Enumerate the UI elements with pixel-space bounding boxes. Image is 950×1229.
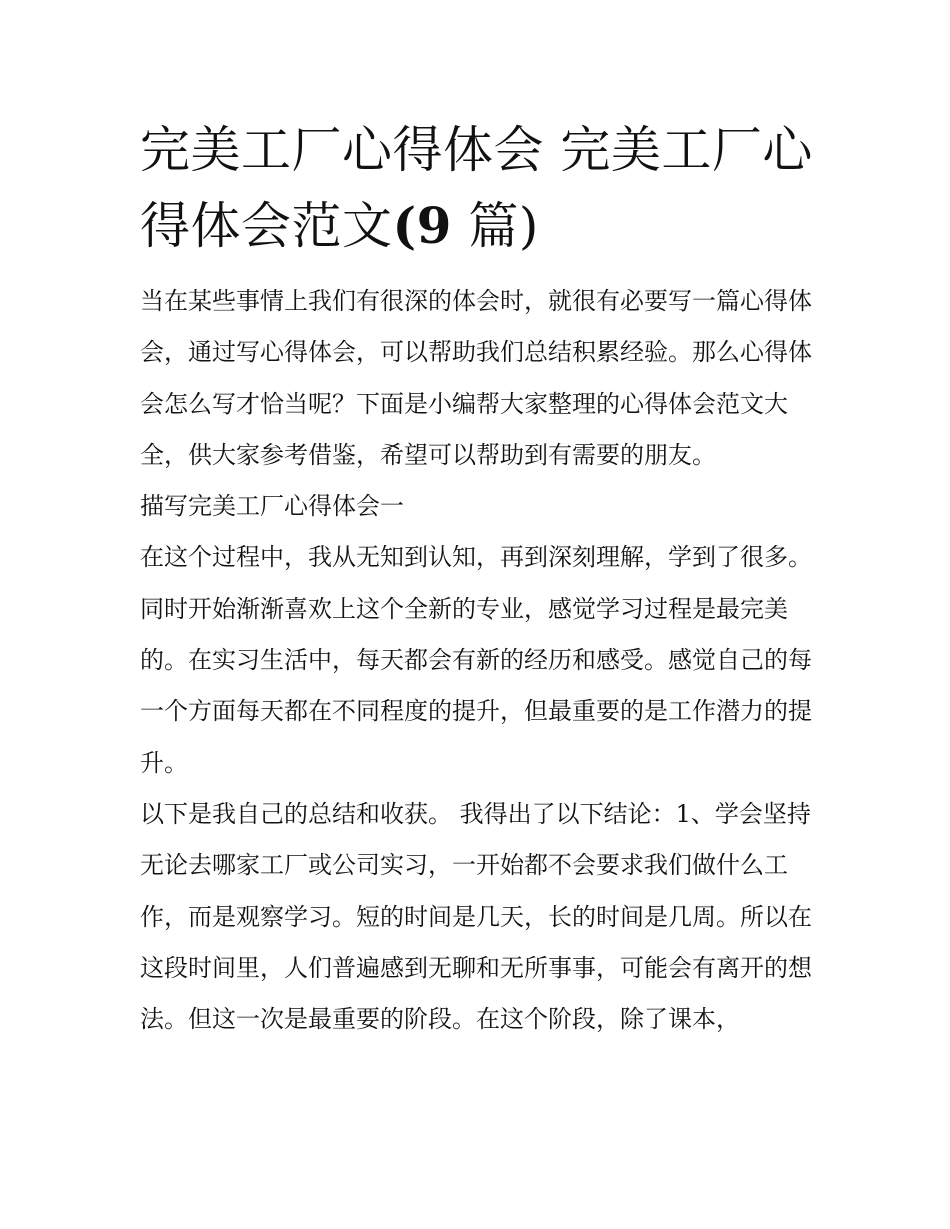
body-paragraph: 以下是我自己的总结和收获。 我得出了以下结论：1、学会坚持 (140, 799, 811, 828)
document-body (140, 276, 815, 1045)
body-paragraph: 无论去哪家工厂或公司实习，一开始都不会要求我们做什么工作，而是观察学习。短的时间是几天，长的时间是几周。所以在这段时间里，人们普遍感到无聊和无所事事，可能会有离开的想法。但这一次是最重要的阶段。在这个阶段，除了课本， (140, 851, 812, 1034)
section-heading: 描写完美工厂心得体会一 (140, 492, 404, 521)
document-title (140, 112, 820, 264)
title-count-text: (9 (392, 196, 452, 255)
intro-paragraph: 当在某些事情上我们有很深的体会时，就很有必要写一篇心得体会，通过写心得体会，可以帮助我们总结积累经验。那么心得体会怎么写才恰当呢？下面是小编帮大家整理的心得体会范文大全，供大家参考借鉴，希望可以帮助到有需要的朋友。 (140, 287, 812, 469)
title-text: 完美工厂心得体会 完美工厂心得体会范文 (140, 121, 813, 255)
title-suffix-text: 篇) (451, 197, 539, 255)
body-paragraph: 在这个过程中，我从无知到认知，再到深刻理解，学到了很多。同时开始渐渐喜欢上这个全新的专业，感觉学习过程是最完美的。在实习生活中，每天都会有新的经历和感受。感觉自己的每一个方面每天都在不同程度的提升，但最重要的是工作潜力的提升。 (140, 543, 812, 777)
